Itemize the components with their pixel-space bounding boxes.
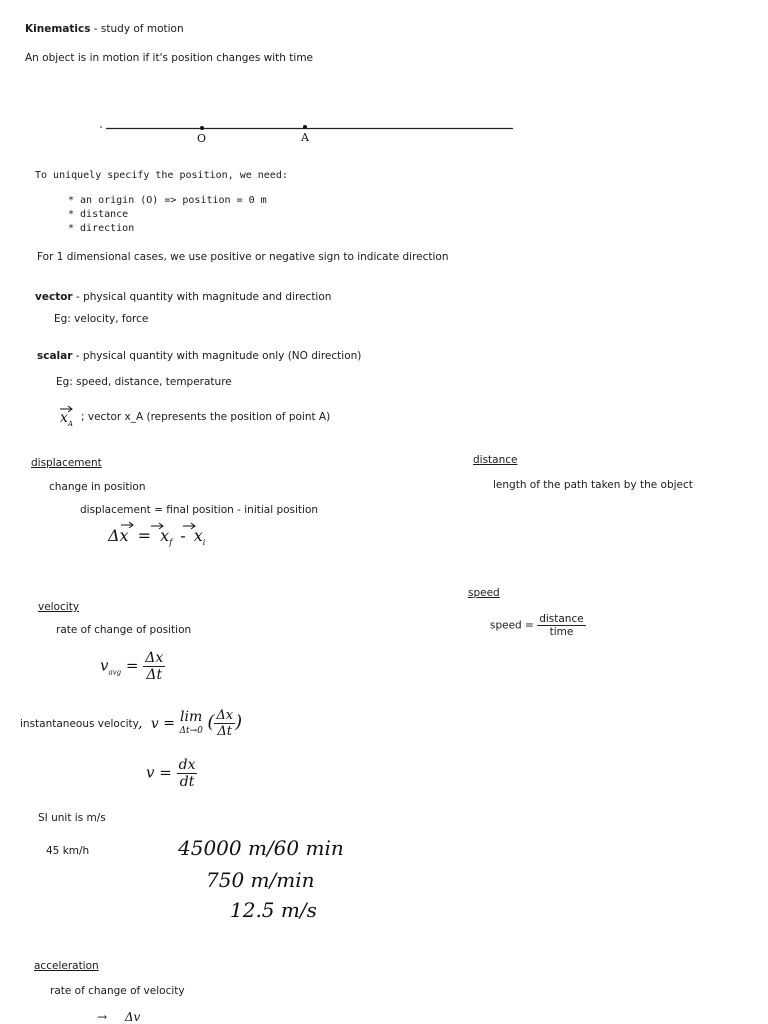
vector-xa-symbol: $x_A$ bbox=[60, 410, 73, 428]
point-a-label: A bbox=[301, 131, 309, 144]
velocity-heading: velocity bbox=[38, 601, 80, 613]
vector-definition bbox=[35, 291, 331, 303]
acceleration-definition: rate of change of velocity bbox=[50, 985, 185, 997]
speed-lhs: speed = bbox=[490, 619, 534, 632]
page-subtitle: - study of motion bbox=[93, 23, 184, 35]
point-a bbox=[303, 125, 307, 129]
origin-label: O bbox=[197, 132, 207, 145]
number-line-start-dot bbox=[100, 126, 102, 128]
average-velocity-equation: $v_{avg}$ = $\frac{\Delta x}{\Delta t}$ bbox=[100, 650, 164, 683]
position-item-direction: * direction bbox=[68, 223, 135, 234]
speed-denominator: time bbox=[549, 626, 574, 638]
scalar-example: Eg: speed, distance, temperature bbox=[56, 376, 232, 388]
acceleration-heading: acceleration bbox=[34, 960, 99, 972]
origin-point bbox=[200, 126, 204, 130]
displacement-heading: displacement bbox=[31, 457, 102, 469]
handwritten-conversion-3: 12.5 m/s bbox=[230, 898, 317, 922]
acceleration-equation-partial: → Δv bbox=[97, 1010, 141, 1024]
handwritten-conversion-1: 45000 m/60 min bbox=[178, 836, 344, 860]
speed-fraction bbox=[537, 613, 586, 638]
speed-example: 45 km/h bbox=[46, 845, 90, 857]
one-dimension-note: For 1 dimensional cases, we use positive or negative sign to indicate direction bbox=[37, 251, 449, 263]
speed-formula bbox=[490, 613, 586, 638]
vector-term: vector bbox=[35, 291, 73, 303]
scalar-term: scalar bbox=[37, 350, 73, 362]
delta-x: Δx bbox=[108, 526, 129, 545]
displacement-formula: displacement = final position - initial position bbox=[80, 504, 319, 516]
displacement-equation: $\Delta x = x_f - x_i$ bbox=[108, 526, 206, 548]
vector-notation-text: ; vector x_A (represents the position of point A) bbox=[81, 411, 331, 423]
speed-heading: speed bbox=[468, 587, 500, 599]
distance-definition: length of the path taken by the object bbox=[493, 479, 693, 491]
scalar-definition bbox=[37, 350, 361, 362]
displacement-arrows bbox=[108, 520, 198, 530]
position-intro: To uniquely specify the position, we need: bbox=[35, 170, 288, 181]
speed-numerator: distance bbox=[539, 613, 584, 625]
derivative-velocity-equation: v = $\frac{dx}{dt}$ bbox=[146, 757, 196, 790]
vector-def: - physical quantity with magnitude and direction bbox=[75, 291, 332, 303]
position-item-origin: * an origin (O) => position = 0 m bbox=[68, 195, 267, 206]
handwritten-conversion-2: 750 m/min bbox=[206, 868, 315, 892]
distance-heading: distance bbox=[473, 454, 518, 466]
instantaneous-velocity-label: instantaneous velocity bbox=[20, 718, 139, 730]
si-unit-note: SI unit is m/s bbox=[38, 812, 106, 824]
page-title: Kinematics bbox=[25, 23, 91, 35]
motion-definition: An object is in motion if it's position changes with time bbox=[25, 52, 314, 64]
velocity-definition: rate of change of position bbox=[56, 624, 192, 636]
position-item-distance: * distance bbox=[68, 209, 129, 220]
vector-example: Eg: velocity, force bbox=[54, 313, 149, 325]
displacement-definition: change in position bbox=[49, 481, 146, 493]
number-line bbox=[0, 0, 768, 160]
scalar-def: - physical quantity with magnitude only (NO direction) bbox=[75, 350, 362, 362]
instantaneous-velocity-equation: , v = lim Δt→0 ( $\frac{\Delta x}{\Delta t}$ ) bbox=[138, 708, 243, 739]
